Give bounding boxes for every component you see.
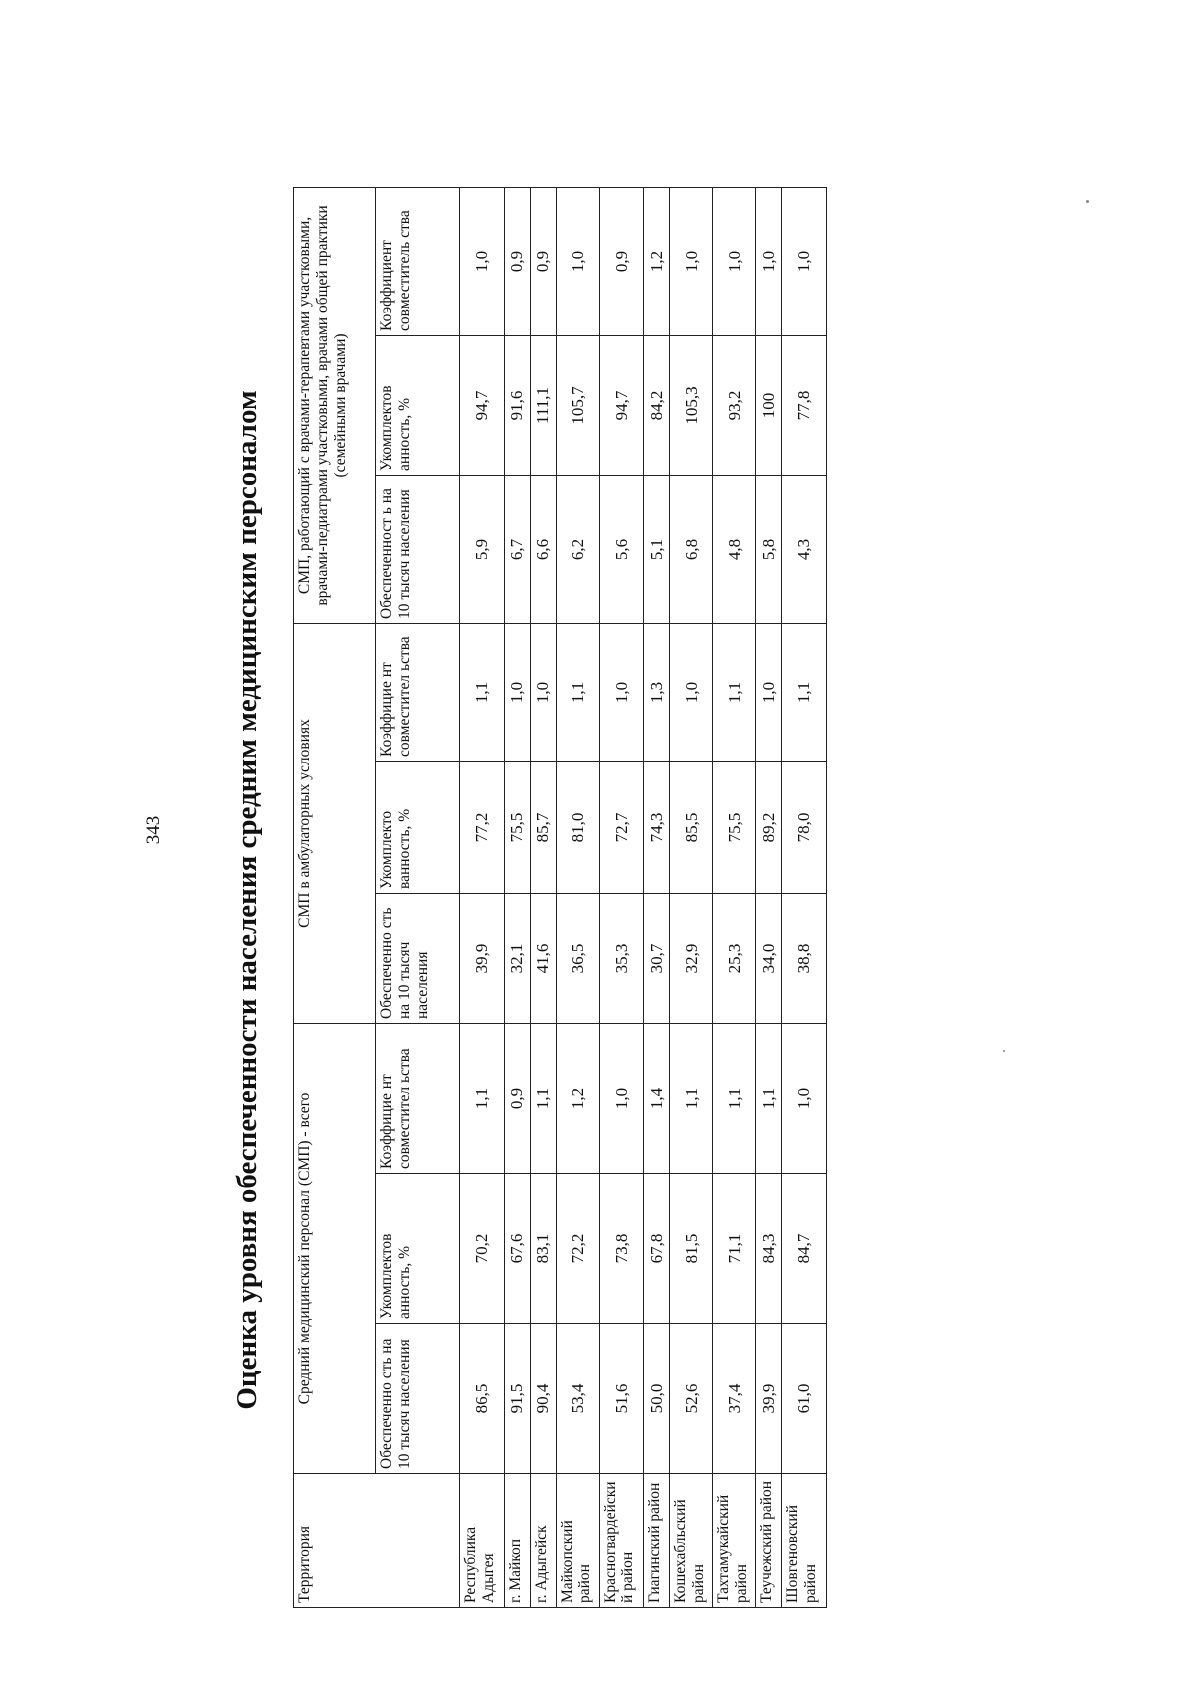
value-cell: 1,1 xyxy=(713,623,756,761)
value-cell: 5,6 xyxy=(599,475,644,623)
group-header-total: Средний медицинский персонал (СМП) - всего xyxy=(294,1024,376,1474)
value-cell: 1,0 xyxy=(599,623,644,761)
table-row xyxy=(460,187,505,1607)
value-cell: 1,0 xyxy=(670,187,713,335)
value-cell: 4,3 xyxy=(782,475,827,623)
value-cell: 36,5 xyxy=(556,894,599,1024)
territory-cell: г. Адыгейск xyxy=(530,1474,556,1608)
subheader-cell: Укомплектов анность, % xyxy=(376,335,460,475)
value-cell: 1,0 xyxy=(599,1024,644,1174)
value-cell: 74,3 xyxy=(644,762,670,894)
value-cell: 1,1 xyxy=(530,1024,556,1174)
table-body xyxy=(460,187,827,1607)
table-container xyxy=(293,188,827,1608)
territory-cell: Республика Адыгея xyxy=(460,1474,505,1608)
value-cell: 35,3 xyxy=(599,894,644,1024)
value-cell: 83,1 xyxy=(530,1174,556,1324)
value-cell: 94,7 xyxy=(599,335,644,475)
staffing-table xyxy=(293,187,827,1608)
value-cell: 1,0 xyxy=(782,187,827,335)
value-cell: 32,9 xyxy=(670,894,713,1024)
value-cell: 6,8 xyxy=(670,475,713,623)
value-cell: 5,1 xyxy=(644,475,670,623)
value-cell: 75,5 xyxy=(504,762,530,894)
table-row xyxy=(504,187,530,1607)
value-cell: 85,5 xyxy=(670,762,713,894)
value-cell: 52,6 xyxy=(670,1324,713,1474)
value-cell: 51,6 xyxy=(599,1324,644,1474)
value-cell: 1,2 xyxy=(556,1024,599,1174)
value-cell: 34,0 xyxy=(756,894,782,1024)
value-cell: 50,0 xyxy=(644,1324,670,1474)
value-cell: 84,2 xyxy=(644,335,670,475)
table-row xyxy=(530,187,556,1607)
value-cell: 94,7 xyxy=(460,335,505,475)
territory-cell: Гиагинский район xyxy=(644,1474,670,1608)
page-number: 343 xyxy=(143,815,164,845)
value-cell: 100 xyxy=(756,335,782,475)
value-cell: 61,0 xyxy=(782,1324,827,1474)
value-cell: 38,8 xyxy=(782,894,827,1024)
value-cell: 39,9 xyxy=(756,1324,782,1474)
value-cell: 89,2 xyxy=(756,762,782,894)
value-cell: 1,1 xyxy=(460,623,505,761)
value-cell: 67,8 xyxy=(644,1174,670,1324)
value-cell: 77,8 xyxy=(782,335,827,475)
value-cell: 1,0 xyxy=(556,187,599,335)
subheader-cell: Укомплектов анность, % xyxy=(376,1174,460,1324)
table-row xyxy=(599,187,644,1607)
value-cell: 1,0 xyxy=(713,187,756,335)
value-cell: 4,8 xyxy=(713,475,756,623)
territory-cell: Красногвардейски й район xyxy=(599,1474,644,1608)
value-cell: 25,3 xyxy=(713,894,756,1024)
value-cell: 37,4 xyxy=(713,1324,756,1474)
value-cell: 93,2 xyxy=(713,335,756,475)
group-header-primary-care: СМП, работающий с врачами-терапевтами участковыми, врачами-педиатрами участковыми, врачами общей практики (семейными врачами) xyxy=(294,187,376,623)
group-header-outpatient: СМП в амбулаторных условиях xyxy=(294,623,376,1023)
value-cell: 67,6 xyxy=(504,1174,530,1324)
subheader-cell: Обеспеченност ь на 10 тысяч населения xyxy=(376,475,460,623)
subheader-cell: Обеспеченно сть на 10 тысяч населения xyxy=(376,1324,460,1474)
value-cell: 1,2 xyxy=(644,187,670,335)
scan-speck xyxy=(1086,200,1089,203)
subheader-cell: Коэффициент совместитель ства xyxy=(376,187,460,335)
value-cell: 6,2 xyxy=(556,475,599,623)
value-cell: 111,1 xyxy=(530,335,556,475)
value-cell: 91,6 xyxy=(504,335,530,475)
subheader-cell: Укомплекто ванность, % xyxy=(376,762,460,894)
value-cell: 1,0 xyxy=(756,623,782,761)
territory-header: Территория xyxy=(294,1474,460,1608)
value-cell: 1,0 xyxy=(504,623,530,761)
value-cell: 1,0 xyxy=(460,187,505,335)
territory-cell: Кошехабльский район xyxy=(670,1474,713,1608)
value-cell: 5,9 xyxy=(460,475,505,623)
value-cell: 75,5 xyxy=(713,762,756,894)
value-cell: 70,2 xyxy=(460,1174,505,1324)
table-row xyxy=(782,187,827,1607)
value-cell: 1,3 xyxy=(644,623,670,761)
value-cell: 30,7 xyxy=(644,894,670,1024)
value-cell: 105,7 xyxy=(556,335,599,475)
value-cell: 0,9 xyxy=(504,187,530,335)
value-cell: 1,0 xyxy=(530,623,556,761)
value-cell: 6,6 xyxy=(530,475,556,623)
value-cell: 84,3 xyxy=(756,1174,782,1324)
table-row xyxy=(670,187,713,1607)
value-cell: 1,0 xyxy=(782,1024,827,1174)
table-row xyxy=(713,187,756,1607)
value-cell: 78,0 xyxy=(782,762,827,894)
value-cell: 81,0 xyxy=(556,762,599,894)
value-cell: 5,8 xyxy=(756,475,782,623)
value-cell: 1,1 xyxy=(670,1024,713,1174)
table-row xyxy=(556,187,599,1607)
value-cell: 1,1 xyxy=(556,623,599,761)
subheader-cell: Коэффицие нт совместител ьства xyxy=(376,623,460,761)
table-row xyxy=(644,187,670,1607)
territory-cell: Тахтамукайский район xyxy=(713,1474,756,1608)
value-cell: 90,4 xyxy=(530,1324,556,1474)
value-cell: 0,9 xyxy=(504,1024,530,1174)
value-cell: 77,2 xyxy=(460,762,505,894)
value-cell: 0,9 xyxy=(599,187,644,335)
territory-cell: Теучежский район xyxy=(756,1474,782,1608)
value-cell: 41,6 xyxy=(530,894,556,1024)
value-cell: 1,0 xyxy=(670,623,713,761)
value-cell: 73,8 xyxy=(599,1174,644,1324)
value-cell: 1,1 xyxy=(460,1024,505,1174)
table-row xyxy=(756,187,782,1607)
value-cell: 84,7 xyxy=(782,1174,827,1324)
value-cell: 72,2 xyxy=(556,1174,599,1324)
value-cell: 53,4 xyxy=(556,1324,599,1474)
value-cell: 1,1 xyxy=(713,1024,756,1174)
value-cell: 72,7 xyxy=(599,762,644,894)
value-cell: 1,4 xyxy=(644,1024,670,1174)
territory-cell: Шовгеновский район xyxy=(782,1474,827,1608)
value-cell: 81,5 xyxy=(670,1174,713,1324)
value-cell: 91,5 xyxy=(504,1324,530,1474)
value-cell: 85,7 xyxy=(530,762,556,894)
territory-cell: г. Майкоп xyxy=(504,1474,530,1608)
value-cell: 32,1 xyxy=(504,894,530,1024)
value-cell: 71,1 xyxy=(713,1174,756,1324)
value-cell: 39,9 xyxy=(460,894,505,1024)
value-cell: 86,5 xyxy=(460,1324,505,1474)
subheader-cell: Обеспеченно сть на 10 тысяч населения xyxy=(376,894,460,1024)
value-cell: 1,1 xyxy=(756,1024,782,1174)
scan-speck xyxy=(1003,1050,1005,1052)
document-title: Оценка уровня обеспеченности населения средним медицинским персоналом xyxy=(231,390,263,1410)
value-cell: 6,7 xyxy=(504,475,530,623)
value-cell: 1,0 xyxy=(756,187,782,335)
value-cell: 0,9 xyxy=(530,187,556,335)
value-cell: 1,1 xyxy=(782,623,827,761)
subheader-cell: Коэффицие нт совместител ьства xyxy=(376,1024,460,1174)
value-cell: 105,3 xyxy=(670,335,713,475)
territory-cell: Майкопский район xyxy=(556,1474,599,1608)
